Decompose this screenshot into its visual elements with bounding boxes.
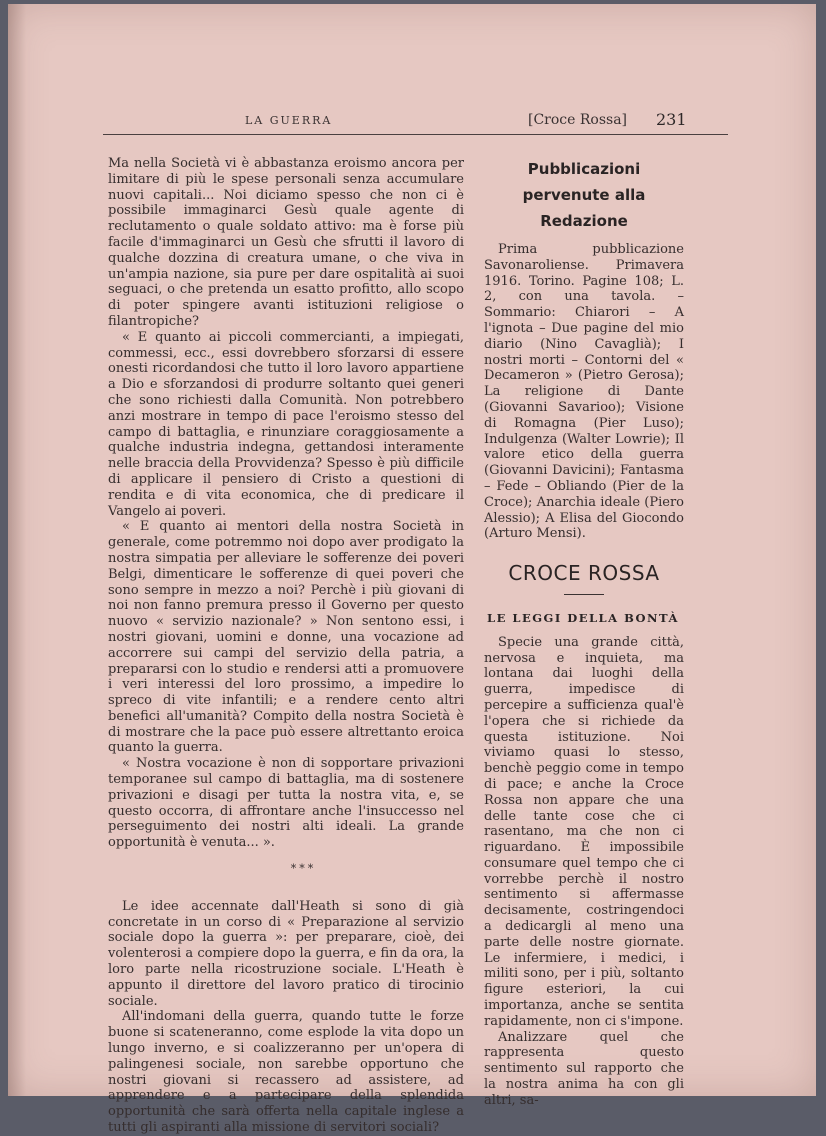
page: [8, 4, 816, 1136]
publications-entry: Prima pubblicazione Savonaroliense. Primavera 1916. Torino. Pagine 108; L. 2, con una tavola. – Sommario: Chiarori – A l'ignota – Due pagine del mio diario (Nino Cavaglià); I nostri morti – Contorni del « Decameron » (Pietro Gerosa); La religione di Dante (Giovanni Savarioo); Visione di Romagna (Pier Luso); Indulgenza (Walter Lowrie); Il valore etico della guerra (Giovanni Davicini); Fantasma – Fede – Obliando (Pier de la Croce); Anarchia ideale (Piero Alessio); A Elisa del Giocondo (Arturo Mensi).: [484, 242, 684, 542]
paragraph: Specie una grande città, nervosa e inquieta, ma lontana dai luoghi della guerra, impedisce di percepire a sufficienza qual'è l'opera che si richiede da questa istituzione. Noi viviamo quasi lo stesso, benchè peggio come in tempo di pace; e anche la Croce Rossa non appare che una delle tante cose che ci rasentano, ma che non ci riguardano. È impossibile consumare quel tempo che ci vorrebbe perchè il nostro sentimento si affermasse decisamente, costringendoci a dedicargli al meno una parte delle nostre giornate. Le infermiere, i medici, i militi sono, per i più, soltanto figure esteriori, la cui importanza, anche se sentita rapidamente, non ci s'impone.: [484, 634, 684, 1029]
paragraph: Analizzare quel che rappresenta questo sentimento sul rapporto che la nostra anima ha con gli altri, sa-: [484, 1029, 684, 1108]
paragraph: Ma nella Società vi è abbastanza eroismo ancora per limitare di più le spese personali senza accumulare nuovi capitali... Noi diciamo spesso che non ci è possibile immaginarci Gesù quale agente di reclutamento o quale soldato attivo: ma è forse più facile d'immaginarci un Gesù che sfrutti il lavoro di qualche dozzina di creatura umane, o che viva in un'ampia nazione, sia pure per dare ospitalità ai suoi seguaci, o che pretenda un esatto profitto, allo scopo di poter spingere avanti istituzioni religiose o filantropiche?: [108, 156, 464, 329]
paragraph: Le idee accennate dall'Heath si sono di già concretate in un corso di « Preparazione al servizio sociale dopo la guerra »: per preparare, cioè, dei volenterosi a compiere dopo la guerra, e fin da ora, la loro parte nella ricostruzione sociale. L'Heath è appunto il direttore del lavoro pratico di tirocinio sociale.: [108, 898, 464, 1009]
croce-rossa-heading: CROCE ROSSA: [508, 561, 660, 586]
left-column: [108, 156, 464, 1136]
divider: [564, 594, 604, 595]
paragraph: « E quanto ai mentori della nostra Società in generale, come potremmo noi dopo aver prodigato la nostra simpatia per alleviare le sofferenze dei poveri Belgi, dimenticare le sofferenze di quei poveri che sono sempre in mezzo a noi? Perchè i più giovani di noi non fanno premura presso il Governo per questo nuovo « servizio nazionale? » Non sentono essi, i nostri giovani, uomini e donne, una vocazione ad accorrere sui campi del servizio della patria, a prepararsi con lo studio e rendersi atti a promuovere i veri interessi del loro prossimo, a impedire lo spreco di vite infantili; e a rendere cento altri benefici all'umanità? Compito della nostra Società è di mostrare che la pace può essere altrettanto eroica quanto la guerra.: [108, 519, 464, 756]
section-label: [Croce Rossa]: [528, 112, 628, 128]
article-title: LE LEGGI DELLA BONTÀ: [487, 610, 679, 625]
journal-title: LA GUERRA: [245, 114, 333, 127]
page-number: 231: [656, 110, 687, 129]
publications-heading-line: pervenute alla Redazione: [522, 186, 646, 230]
paragraph: « Nostra vocazione è non di sopportare privazioni temporanee sul campo di battaglia, ma di sostenere privazioni e disagi per tutta la nostra vita, e, se questo occorra, di affrontare anche l'insuccesso nel perseguimento dei nostri alti ideali. La grande opportunità è venuta... ».: [108, 756, 464, 851]
section-separator: ***: [290, 862, 317, 876]
right-column: [484, 156, 684, 1109]
paragraph: All'indomani della guerra, quando tutte le forze buone si scateneranno, come esplode la vita dopo un lungo inverno, e si coalizzeranno per un'opera di palingenesi sociale, non sarebbe opportuno che nostri giovani si recassero ad assistere, ad apprendere e a partecipare della splendida opportunità che sarà offerta nella capitale inglese a tutti gli aspiranti alla missione di servitori sociali?: [108, 1009, 464, 1136]
publications-heading-line: Pubblicazioni: [527, 160, 641, 178]
publications-heading: [484, 156, 684, 234]
running-header: [103, 110, 728, 135]
paragraph: « E quanto ai piccoli commercianti, a impiegati, commessi, ecc., essi dovrebbero sforzarsi di essere onesti ricordandosi che tutto il loro lavoro appartiene a Dio e sforzandosi di produrre soltanto quei generi che sono richiesti dalla Comunità. Non potrebbero anzi mostrare in tempo di pace l'eroismo stesso del campo di battaglia, e rinunziare coraggiosamente a qualche industria indegna, gettandosi interamente nelle braccia della Provvidenza? Spesso è più difficile di applicare il pensiero di Cristo a questioni di rendita e di vita economica, che di predicare il Vangelo ai poveri.: [108, 329, 464, 519]
